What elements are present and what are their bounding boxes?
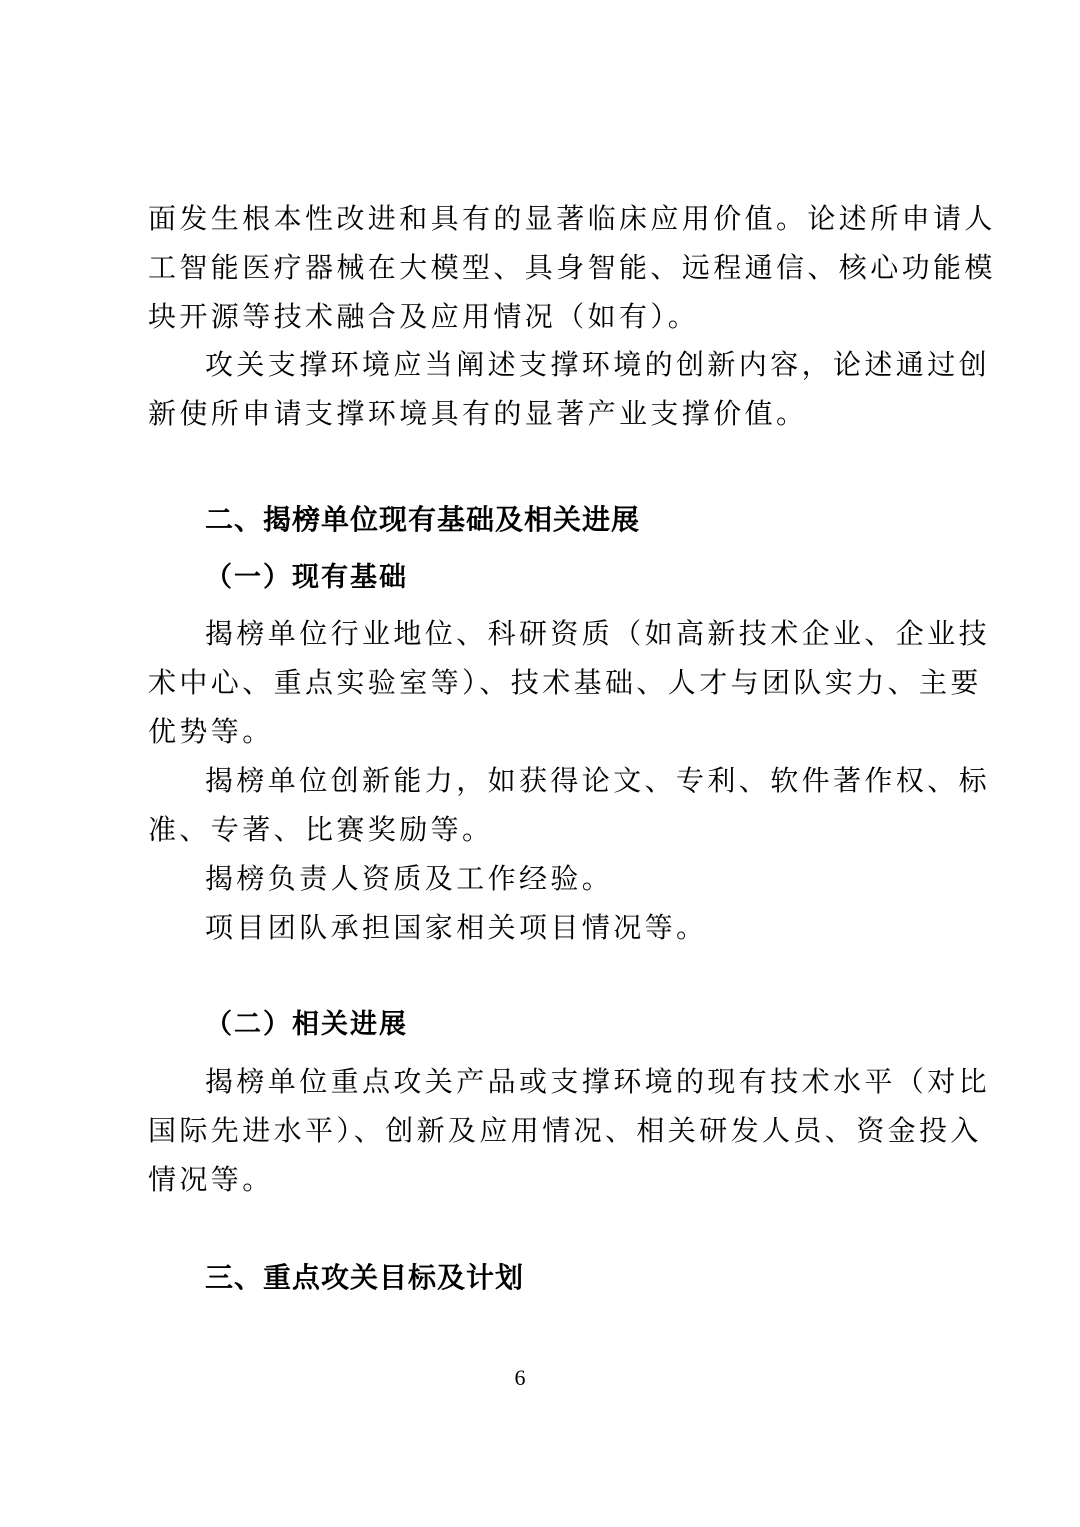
paragraph-line: 优势等。 xyxy=(148,715,274,748)
subsection-heading: （一）现有基础 xyxy=(205,562,408,593)
paragraph-line: 揭榜单位创新能力，如获得论文、专利、软件著作权、标 xyxy=(205,764,991,797)
paragraph-line: 面发生根本性改进和具有的显著临床应用价值。论述所申请人 xyxy=(148,202,996,235)
paragraph-line: 国际先进水平）、创新及应用情况、相关研发人员、资金投入 xyxy=(148,1114,982,1147)
section-heading: 二、揭榜单位现有基础及相关进展 xyxy=(205,503,641,536)
page-number: 6 xyxy=(514,1365,526,1390)
paragraph-line: 项目团队承担国家相关项目情况等。 xyxy=(205,911,708,944)
paragraph-line: 攻关支撑环境应当阐述支撑环境的创新内容，论述通过创 xyxy=(205,348,991,381)
section-heading: 三、重点攻关目标及计划 xyxy=(205,1261,525,1294)
paragraph-line: 揭榜负责人资质及工作经验。 xyxy=(205,862,614,895)
subsection-heading: （二）相关进展 xyxy=(205,1009,408,1040)
paragraph-line: 揭榜单位行业地位、科研资质（如高新技术企业、企业技 xyxy=(205,617,991,650)
paragraph-line: 新使所申请支撑环境具有的显著产业支撑价值。 xyxy=(148,397,808,430)
paragraph-line: 揭榜单位重点攻关产品或支撑环境的现有技术水平（对比 xyxy=(205,1065,991,1098)
paragraph-line: 准、专著、比赛奖励等。 xyxy=(148,813,494,846)
paragraph-line: 情况等。 xyxy=(148,1163,274,1196)
paragraph-line: 块开源等技术融合及应用情况（如有）。 xyxy=(148,300,700,333)
paragraph-line: 工智能医疗器械在大模型、具身智能、远程通信、核心功能模 xyxy=(148,251,996,284)
paragraph-line: 术中心、重点实验室等）、技术基础、人才与团队实力、主要 xyxy=(148,666,982,699)
